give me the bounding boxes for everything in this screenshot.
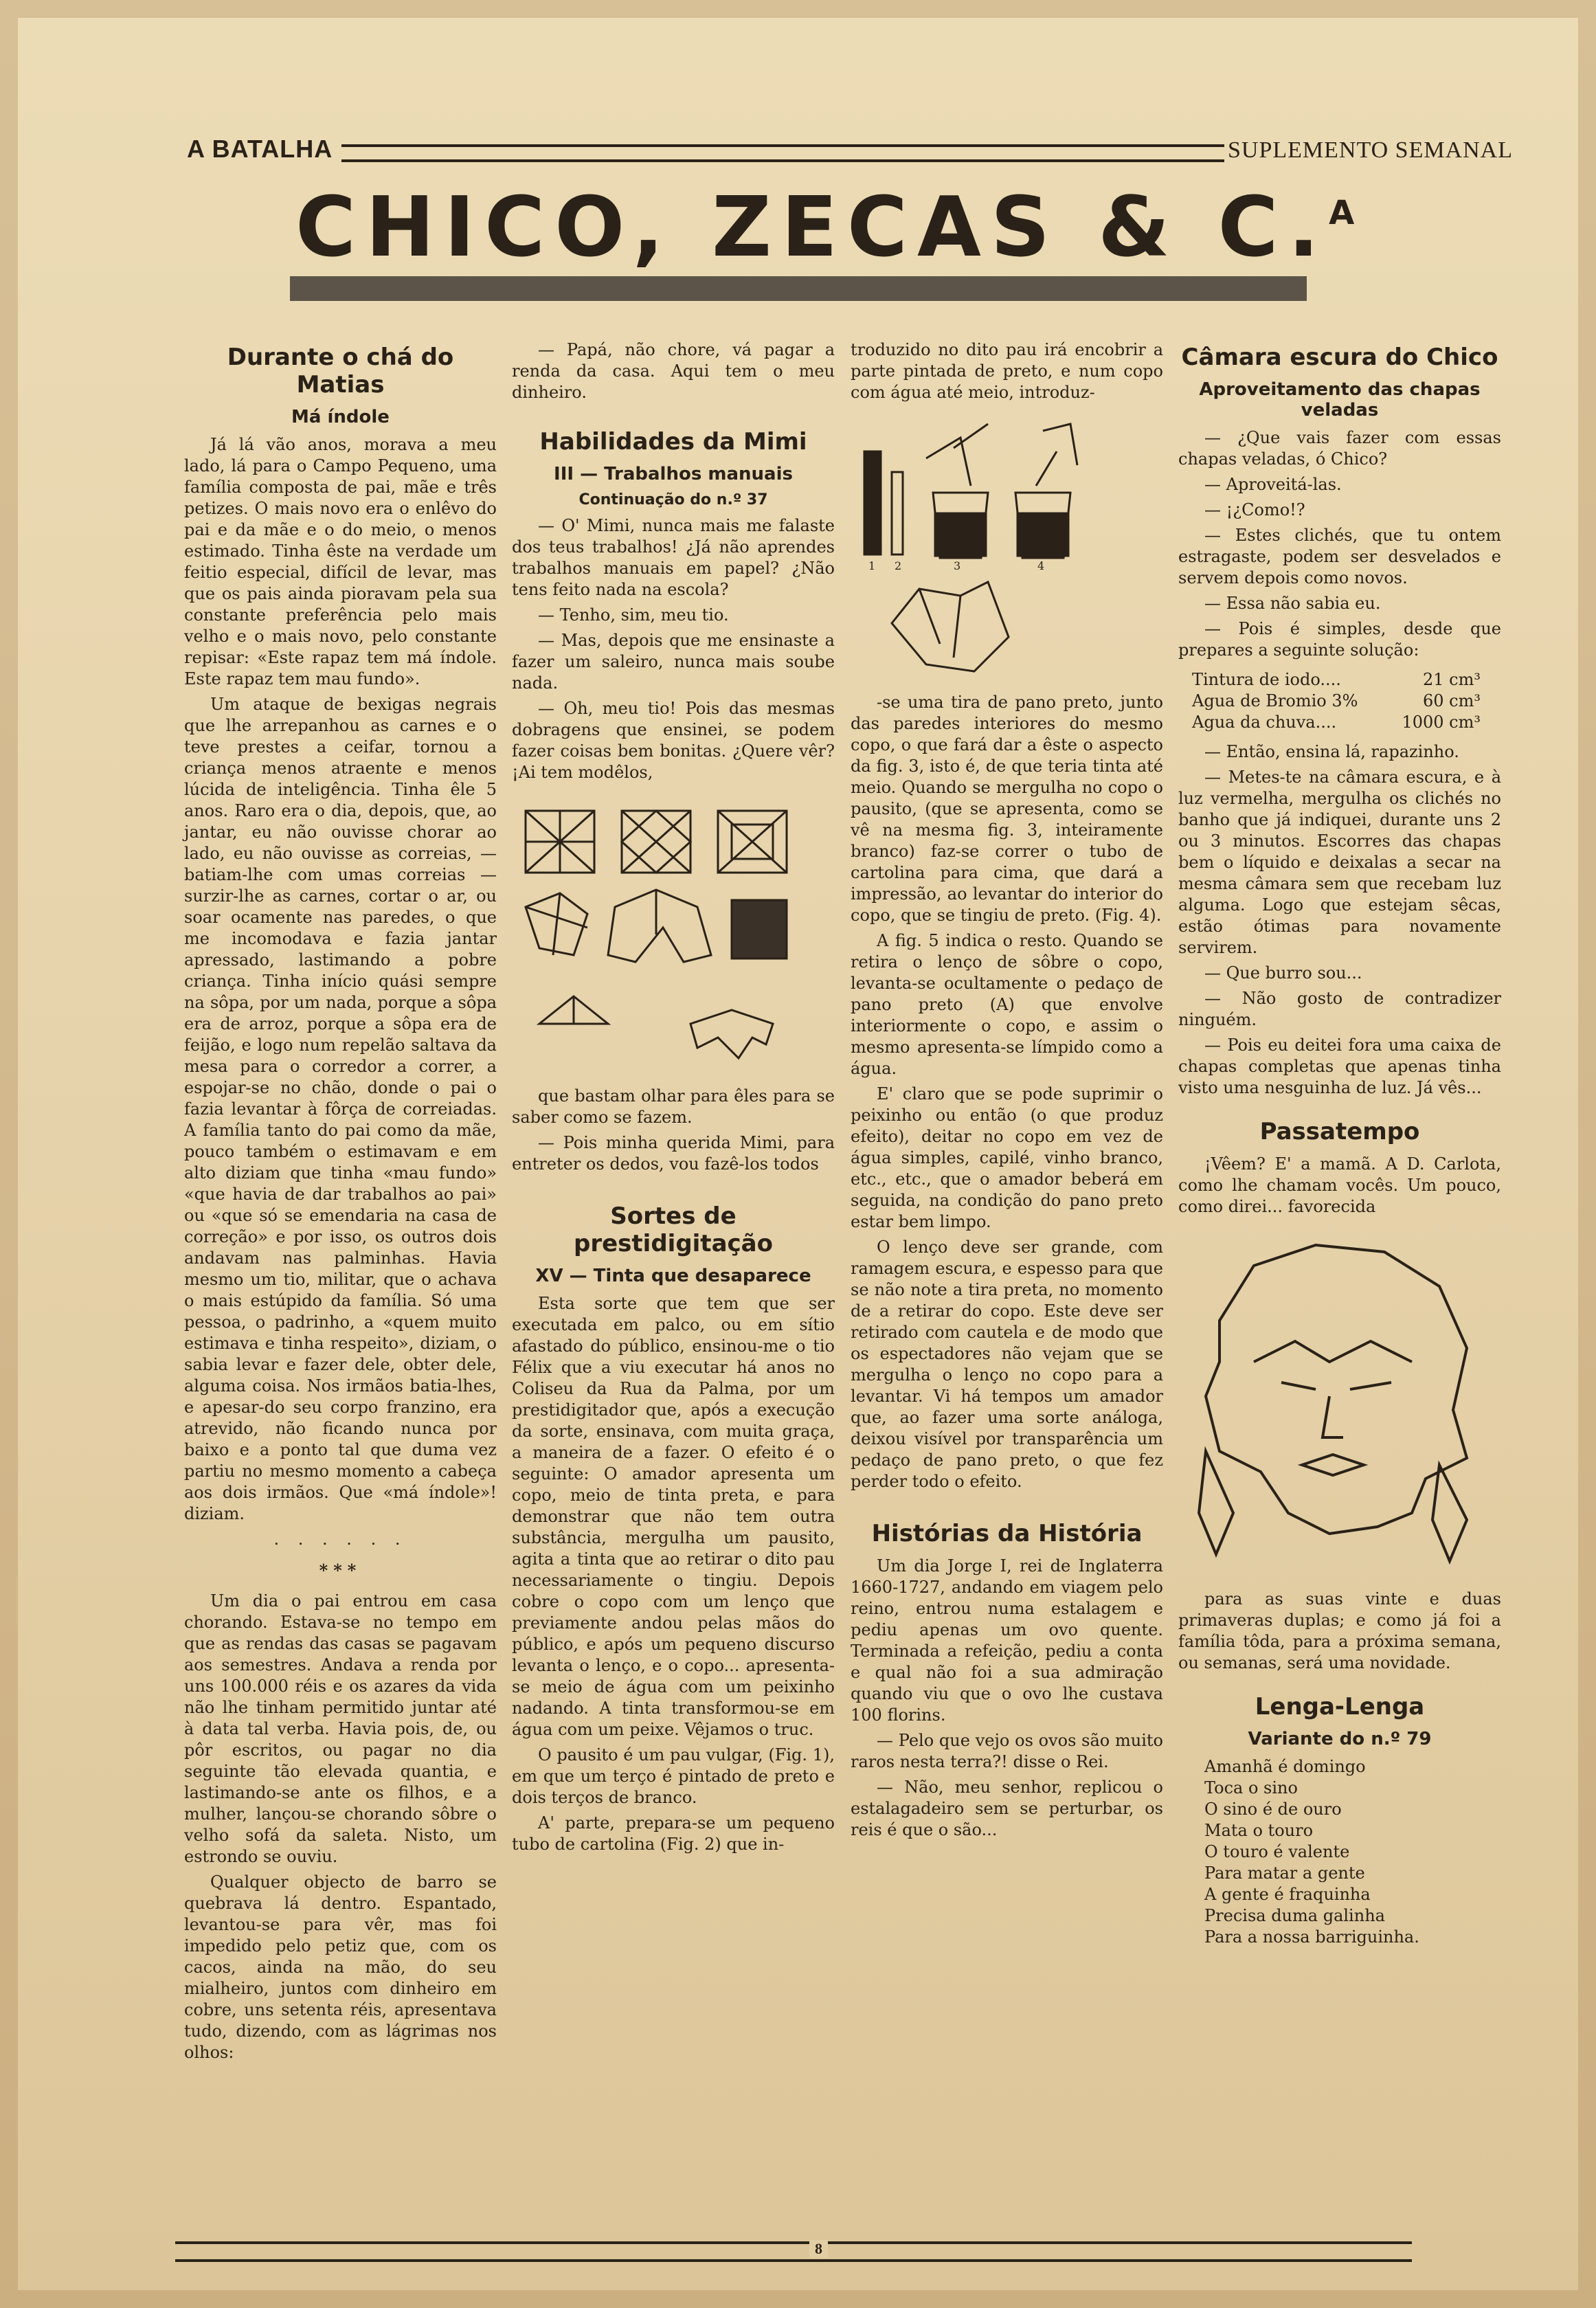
article-continuation: Continuação do n.º 37 — [578, 491, 768, 508]
paragraph: — Que burro sou... — [1204, 963, 1362, 983]
svg-text:1: 1 — [868, 559, 876, 572]
dots-separator: . . . . . . — [273, 1530, 407, 1549]
paragraph: -se uma tira de pano preto, junto das paredes interiores do mesmo copo, o que fará dar a êste o aspecto da fig. 3, isto é, de que teria tinta até meio. Quando se mergulha no copo o pausito, (que se apresenta, como se vê na mesma fig. 3, inteiramente branco) faz-se correr o tubo de cartolina para cima, que dará a impressão, ao levantar do interior do copo, que se tingiu de preto. (Fig. 4). — [851, 693, 1163, 925]
paragraph: — Essa não sabia eu. — [1204, 594, 1381, 613]
footer-rule — [175, 2241, 1412, 2262]
title-bar — [290, 276, 1307, 301]
paragraph: — Mas, depois que me ensinaste a fazer um saleiro, nunca mais soube nada. — [512, 631, 835, 693]
paragraph: — Então, ensina lá, rapazinho. — [1204, 742, 1459, 761]
paragraph: — Pois é simples, desde que prepares a seguinte solução: — [1178, 619, 1501, 660]
article-subtitle: Variante do n.º 79 — [1248, 1729, 1432, 1749]
paragraph: que bastam olhar para êles para se saber como se fazem. — [512, 1086, 835, 1127]
page-title — [295, 180, 1395, 276]
paragraph: O lenço deve ser grande, com ramagem escura, e espesso para que se não note a tira preta, no momento de a retirar do copo. Este deve ser retirado com cautela e de modo que os espectadores não vejam que se mergulha o lenço no copo para a levantar. Vi há tempos um amador que, ao fazer uma sorte análoga, deixou visível por transparência um pedaço de pano preto, o que fez perder todo o efeito. — [851, 1237, 1163, 1491]
article-section: III — Trabalhos manuais — [554, 464, 793, 484]
list-item: O sino é de ouro — [1204, 1800, 1342, 1819]
paragraph: — Pois minha querida Mimi, para entreter os dedos, vou fazê-los todos — [512, 1133, 835, 1174]
table-row: Agua da chuva.... 1000 cm³ — [1192, 713, 1481, 732]
table-row: Agua de Bromio 3% 60 cm³ — [1192, 691, 1481, 710]
list-item: Precisa duma galinha — [1204, 1906, 1385, 1925]
origami-figures-illustration — [512, 790, 814, 1079]
paragraph: A' parte, prepara-se um pequeno tubo de cartolina (Fig. 2) que in- — [512, 1813, 835, 1854]
paragraph: — O' Mimi, nunca mais me falaste dos teus trabalhos! ¿Já não aprendes trabalhos manuais em papel? ¿Não tens feito nada na escola? — [512, 516, 835, 599]
list-item: Mata o touro — [1204, 1821, 1314, 1840]
paragraph: — Pelo que vejo os ovos são muito raros nesta terra?! disse o Rei. — [851, 1731, 1163, 1771]
svg-text:4: 4 — [1037, 559, 1045, 572]
paragraph: Um dia o pai entrou em casa chorando. Estava-se no tempo em que as rendas das casas se pagavam aos semestres. Andava a renda por uns 100.000 réis e os azares da vida não lhe tinham permitido juntar até à data tal verba. Havia pois, de, ou pôr escritos, ou pagar no dia seguinte tão elevada quantia, e lastimando-se ante os filhos, e a mulher, lançou-se chorando sôbre o velho sofá da saleta. Nisto, um estrondo se ouviu. — [184, 1591, 497, 1866]
article-subtitle: Má índole — [291, 407, 390, 427]
paragraph: para as suas vinte e duas primaveras duplas; e como já foi a família tôda, para a próxima semana, ou semanas, será uma novidade. — [1178, 1589, 1501, 1672]
article-title: Passatempo — [1259, 1118, 1420, 1145]
newspaper-name: A BATALHA — [187, 135, 333, 163]
solution-table — [1192, 669, 1501, 733]
page-number: 8 — [809, 2240, 828, 2258]
list-item: Amanhã é domingo — [1204, 1757, 1366, 1776]
column-3 — [851, 339, 1163, 1845]
article-title: Habilidades da Mimi — [539, 428, 807, 456]
svg-text:2: 2 — [895, 559, 902, 572]
page-title-superscript: A — [1329, 194, 1355, 232]
article-subtitle: Aproveitamento das chapas veladas — [1199, 379, 1481, 421]
paragraph: — ¿Que vais fazer com essas chapas veladas, ó Chico? — [1178, 428, 1501, 469]
paragraph: — Papá, não chore, vá pagar a renda da casa. Aqui tem o meu dinheiro. — [512, 340, 835, 402]
column-4 — [1178, 339, 1501, 1948]
paragraph: Qualquer objecto de barro se quebrava lá dentro. Espantado, levantou-se para vêr, mas foi impedido pelo petiz que, com os cacos, ainda na mão, do seu mialheiro, juntos com dinheiro em cobre, uns setenta réis, apresentava tudo, dizendo, com as lágrimas nos olhos: — [184, 1872, 497, 2062]
paragraph: — Tenho, sim, meu tio. — [538, 605, 729, 625]
paragraph: — Metes-te na câmara escura, e à luz vermelha, mergulha os clichés no banho que já indiquei, durante uns 2 ou 3 minutos. Escorres das chapas bem o líquido e deixalas a secar na mesma câmara sem que recebam luz alguma. Logo que estejam sêcas, estão ótimas para novamente servirem. — [1178, 768, 1501, 957]
svg-text:3: 3 — [954, 559, 961, 572]
article-title: Câmara escura do Chico — [1181, 344, 1498, 371]
article-title: Lenga-Lenga — [1255, 1693, 1425, 1721]
paragraph: — ¡¿Como!? — [1204, 500, 1305, 519]
paragraph: — Não gosto de contradizer ninguém. — [1178, 989, 1501, 1029]
paragraph: A fig. 5 indica o resto. Quando se retira o lenço de sôbre o copo, levanta-se ocultamente o pedaço de pano preto (A) que envolve interiormente o copo, e assim o mesmo apresenta-se límpido como a água. — [851, 931, 1163, 1078]
column-1 — [184, 339, 497, 2068]
column-2 — [512, 339, 835, 1859]
article-section: XV — Tinta que desaparece — [535, 1266, 811, 1286]
paragraph: — Aproveitá-las. — [1204, 475, 1342, 494]
paragraph: — Estes clichés, que tu ontem estragaste, podem ser desvelados e servem depois como novos. — [1178, 526, 1501, 587]
paragraph: E' claro que se pode suprimir o peixinho ou então (o que produz efeito), deitar no copo em vez de água simples, capilé, vinho branco, etc., etc., que o amador beberá em seguida, na condição do pano preto estar bem limpo. — [851, 1084, 1163, 1231]
list-item: Toca o sino — [1204, 1778, 1298, 1797]
article-title: Histórias da História — [871, 1520, 1143, 1547]
paragraph: — Oh, meu tio! Pois das mesmas dobragens que ensinei, se podem fazer coisas bem bonitas. ¿Quere vêr? ¡Ai tem modêlos, — [512, 699, 835, 782]
paragraph: ¡Vêem? E' a mamã. A D. Carlota, como lhe chamam vocês. Um pouco, como direi... favorecida — [1178, 1154, 1501, 1216]
verse-list — [1178, 1756, 1501, 1948]
paragraph: Esta sorte que tem que ser executada em palco, ou em sítio afastado do público, ensinou-me o tio Félix que a viu executar há anos no Coliseu da Rua da Palma, por um prestidigitador que, após a execução da sorte, ensinava, com muita graça, a maneira de a fazer. O efeito é o seguinte: O amador apresenta um copo, meio de tinta preta, e para demonstrar que não tem outra substância, mergulha um pausito, agita a tinta que ao retirar o dito pau necessariamente o tingiu. Depois cobre o copo com um lenço que previamente andou pelas mãos do público, e após um pequeno discurso levanta o lenço, e o copo... apresenta-se meio de água com um peixinho nadando. A tinta transformou-se em água com um peixe. Vêjamos o truc. — [512, 1294, 835, 1739]
paragraph: Um dia Jorge I, rei de Inglaterra 1660-1727, andando em viagem pelo reino, entrou numa estalagem e pediu apenas um ovo quente. Terminada a refeição, pediu a conta e qual não foi a sua admiração quando viu que o ovo lhe custava 100 florins. — [851, 1556, 1163, 1725]
paragraph: troduzido no dito pau irá encobrir a parte pintada de preto, e num copo com água até meio, introduz- — [851, 340, 1163, 402]
paragraph: Um ataque de bexigas negrais que lhe arrepanhou as carnes e o teve prestes a ceifar, tornou a criança menos atraente e menos lúcida de inteligência. Tinha êle 5 anos. Raro era o dia, depois, que, ao jantar, eu não ouvisse chorar ao lado, eu não ouvisse as correias, — batiam-lhe com umas correias — surzir-lhe as carnes, cortar o ar, ou soar ocamente nas paredes, o que me incomodava e fazia jantar apressado, lastimando a pobre criança. Tinha início quási sempre na sôpa, por um nada, porque a sôpa era de arroz, porque a sôpa era de feijão, e logo num repelão saltava da mesa para o corredor a correr, a espojar-se no chão, donde o pai o fazia levantar à fôrça de correiadas. A família tanto do pai como da mãe, pouco também o estimavam e em alto diziam que tinha «mau fundo» «que havia de dar trabalhos ao pai» ou «que só se emendaria na casa de correção» e por isso, os outros dois andavam nas palminhas. Havia mesmo um tio, militar, que o achava o mais estúpido da família. Só uma pessoa, o padrinho, a «quem muito estimava e tinha respeito», diziam, o sabia levar e fazer dele, obter dele, alguma coisa. Nos irmãos batia-lhes, e apesar-do seu corpo franzino, era atrevido, não ficando nunca por baixo e a ponto tal que duma vez partiu no mesmo momento a cabeça aos dois irmãos. Que «má índole»! diziam. — [184, 695, 497, 1523]
face-drawing-illustration — [1178, 1224, 1494, 1582]
list-item: Para a nossa barriguinha. — [1204, 1927, 1419, 1947]
paragraph: Já lá vão anos, morava a meu lado, lá para o Campo Pequeno, uma família composta de pai, mãe e três petizes. O mais novo era o enlêvo do pai e da mãe e o do meio, o menos estimado. Tinha êste na verdade um feitio especial, difícil de levar, mas que os pais ainda pioravam pela sua constante preferência pelo mais velho e o mais novo, pelo constante repisar: «Este rapaz tem má índole. Este rapaz tem mau fundo». — [184, 435, 497, 688]
list-item: O touro é valente — [1204, 1842, 1350, 1861]
page-header — [187, 135, 1513, 169]
header-rule — [341, 144, 1224, 162]
list-item: Para matar a gente — [1204, 1863, 1365, 1883]
article-title: Sortes de prestidigitação — [574, 1202, 773, 1257]
stars-separator: *** — [319, 1560, 362, 1580]
paragraph: — Não, meu senhor, replicou o estalagadeiro sem se perturbar, os reis é que o são... — [851, 1778, 1163, 1839]
table-row: Tintura de iodo.... 21 cm³ — [1192, 670, 1481, 689]
list-item: A gente é fraquinha — [1204, 1885, 1371, 1904]
paragraph: — Pois eu deitei fora uma caixa de chapas completas que apenas tinha visto uma nesguinha de luz. Já vês... — [1178, 1035, 1501, 1097]
article-title: Durante o chá do Matias — [227, 344, 454, 399]
paragraph: O pausito é um pau vulgar, (Fig. 1), em que um terço é pintado de preto e dois terços de branco. — [512, 1745, 835, 1807]
supplement-label: SUPLEMENTO SEMANAL — [1227, 137, 1513, 163]
page-title-main: CHICO, ZECAS & C. — [295, 180, 1329, 276]
glass-and-tube-illustration — [851, 410, 1153, 685]
